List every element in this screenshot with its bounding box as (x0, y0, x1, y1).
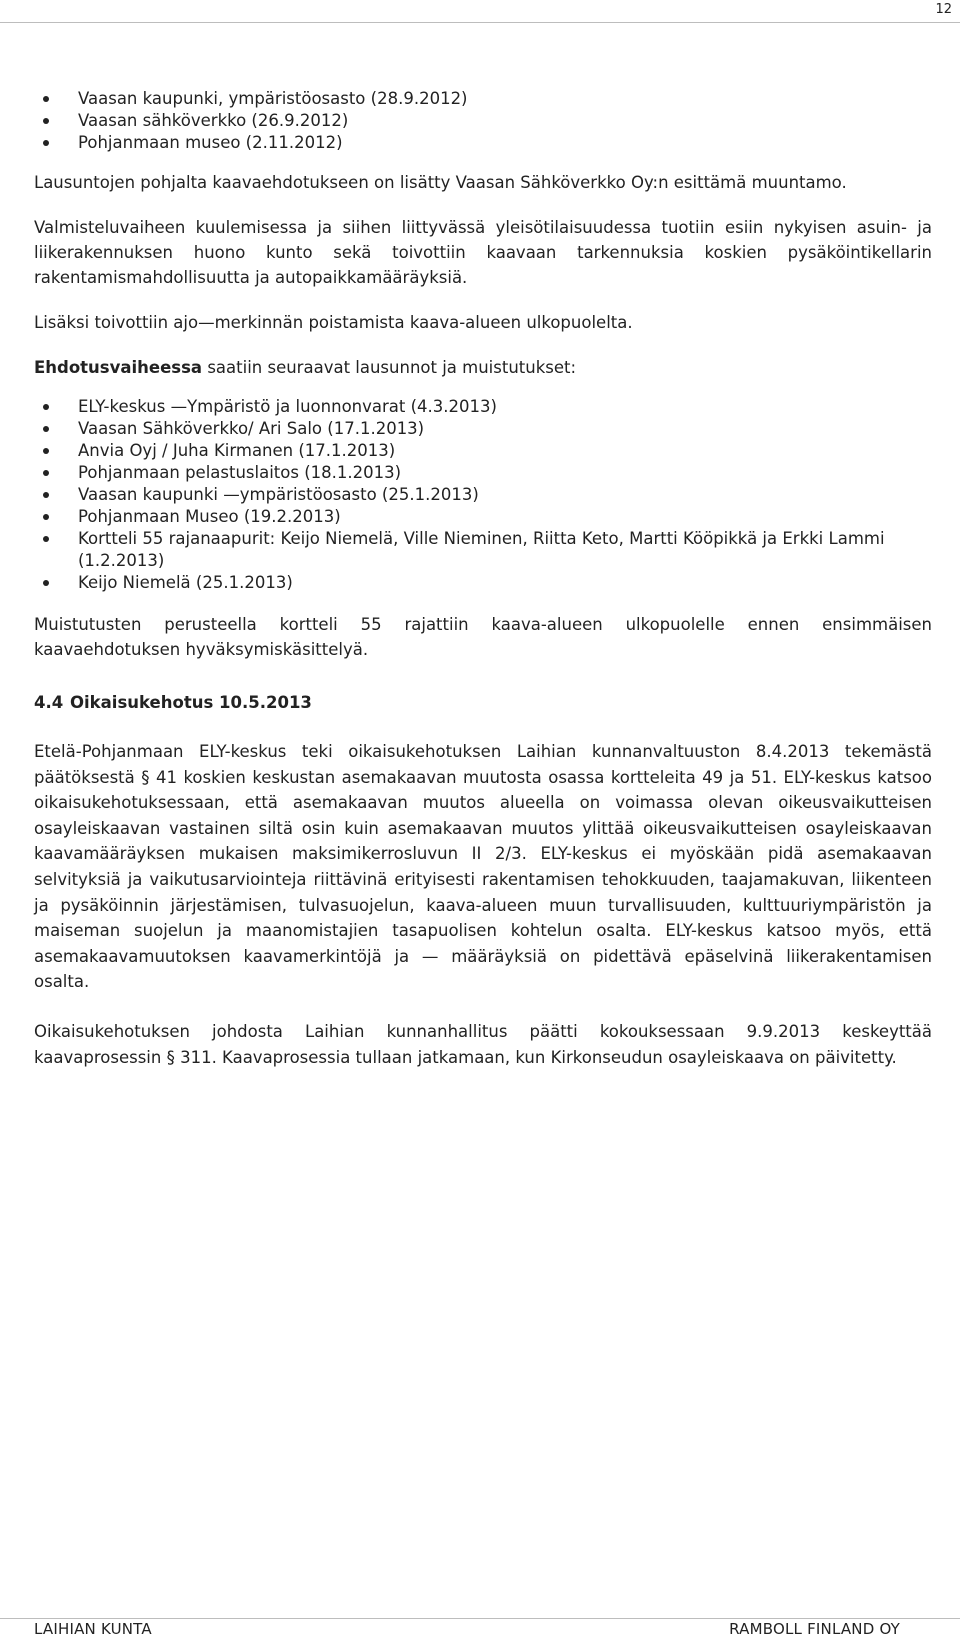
section-title: Oikaisukehotus 10.5.2013 (70, 693, 312, 712)
page-number: 12 (935, 2, 952, 17)
header-rule (0, 22, 960, 23)
paragraph-ehdotusvaihe (34, 355, 932, 380)
footer-right: RAMBOLL FINLAND OY (729, 1620, 900, 1638)
paragraph-oikaisukehotus: Etelä-Pohjanmaan ELY-keskus teki oikaisukehotuksen Laihian kunnanvaltuuston 8.4.2013 tekemästä päätöksestä § 41 koskien keskustan asemakaavan muutosta osassa kortteleita 49 ja 51. ELY-keskus katsoo oikaisukehotuksessaan, että asemakaavan muutos alueella on voimassa olevan oikeusvaikutteisen osayleiskaavan vastainen siltä osin kuin asemakaavan muutos ylittää oikeusvaikutteisen osayleiskaavan kaavamääräyksen mukaisen maksimikerrosluvun II 2/3. ELY-keskus ei myöskään pidä asemakaavan selvityksiä ja vaikutusarviointeja riittävinä erityisesti rakentamisen tehokkuuden, taajamakuvan, liikenteen ja pysäköinnin järjestämisen, tulvasuojelun, kaava-alueen muun turvallisuuden, kulttuuriympäristön ja maiseman suojelun ja maanomistajien tasapuolisen kohtelun osalta. ELY-keskus katsoo myös, että asemakaavamuutoksen kaavamerkintöjä ja — määräyksiä on pidettävä epäselvinä liikerakentamisen osalta. (34, 742, 932, 992)
list-item: Kortteli 55 rajanaapurit: Keijo Niemelä, Ville Nieminen, Riitta Keto, Martti Kööpikkä ja Erkki Lammi (1.2.2013) (34, 528, 932, 572)
paragraph-lausunnot: Lausuntojen pohjalta kaavaehdotukseen on lisätty Vaasan Sähköverkko Oy:n esittämä muuntamo. (34, 173, 847, 192)
ehdotusvaihe-text: saatiin seuraavat lausunnot ja muistutukset: (202, 358, 577, 377)
section-number: 4.4 (34, 693, 64, 712)
list-item: Vaasan kaupunki —ympäristöosasto (25.1.2013) (34, 484, 932, 506)
section-heading (34, 690, 932, 715)
ehdotusvaihe-bold: Ehdotusvaiheessa (34, 358, 203, 377)
list-item: Pohjanmaan museo (2.11.2012) (34, 132, 932, 154)
footer-rule (0, 1618, 960, 1619)
paragraph-lisaksi: Lisäksi toivottiin ajo—merkinnän poistamista kaava-alueen ulkopuolelta. (34, 313, 633, 332)
paragraph-muistutukset: Muistutusten perusteella kortteli 55 rajattiin kaava-alueen ulkopuolelle ennen ensimmäisen kaavaehdotuksen hyväksymiskäsittelyä. (34, 615, 932, 659)
list-item: Pohjanmaan pelastuslaitos (18.1.2013) (34, 462, 932, 484)
document-body (34, 90, 932, 1070)
statement-list-2 (34, 396, 932, 594)
list-item: Keijo Niemelä (25.1.2013) (34, 572, 932, 594)
list-item: Vaasan kaupunki, ympäristöosasto (28.9.2012) (34, 88, 932, 110)
paragraph-keskeytys: Oikaisukehotuksen johdosta Laihian kunnanhallitus päätti kokouksessaan 9.9.2013 keskeyttää kaavaprosessin § 311. Kaavaprosessia tullaan jatkamaan, kun Kirkonseudun osayleiskaava on päivitetty. (34, 1021, 932, 1067)
footer-left: LAIHIAN KUNTA (34, 1620, 152, 1638)
list-item: Vaasan sähköverkko (26.9.2012) (34, 110, 932, 132)
list-item: ELY-keskus —Ympäristö ja luonnonvarat (4.3.2013) (34, 396, 932, 418)
list-item: Vaasan Sähköverkko/ Ari Salo (17.1.2013) (34, 418, 932, 440)
list-item: Pohjanmaan Museo (19.2.2013) (34, 506, 932, 528)
paragraph-valmisteluvaihe: Valmisteluvaiheen kuulemisessa ja siihen liittyvässä yleisötilaisuudessa tuotiin esiin nykyisen asuin- ja liikerakennuksen huono kunto sekä toivottiin kaavaan tarkennuksia koskien pysäköintikellarin rakentamismahdollisuutta ja autopaikkamääräyksiä. (34, 218, 932, 287)
list-item: Anvia Oyj / Juha Kirmanen (17.1.2013) (34, 440, 932, 462)
statement-list-1 (34, 88, 932, 154)
